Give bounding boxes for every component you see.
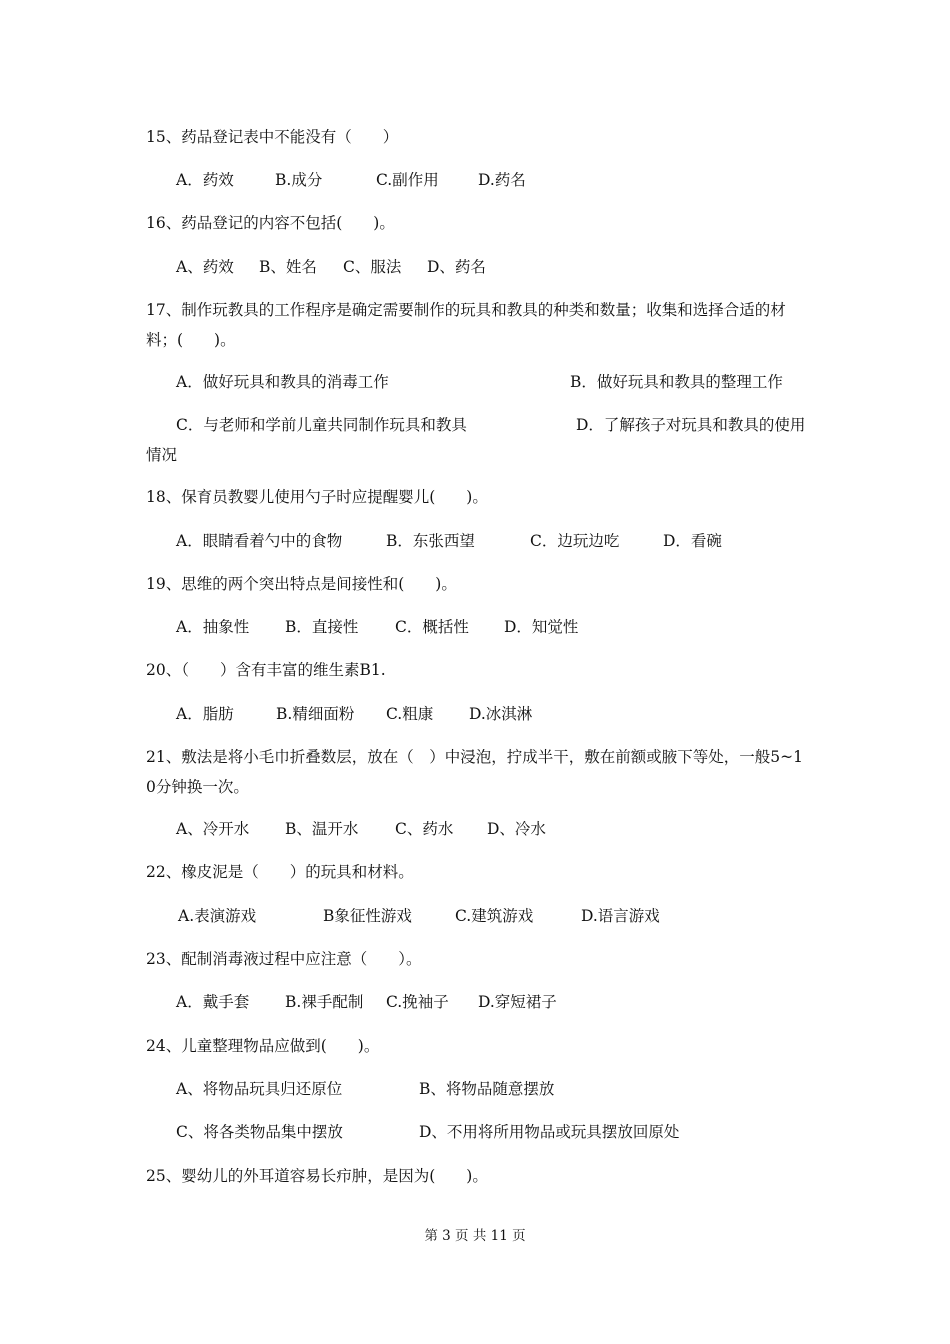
question-18-stem: 18、保育员教婴儿使用勺子时应提醒婴儿( )。 bbox=[146, 488, 488, 506]
option-b: B、姓名 bbox=[259, 258, 317, 276]
option-a: A．做好玩具和教具的消毒工作 bbox=[176, 373, 389, 391]
option-c: C、将各类物品集中摆放 bbox=[176, 1123, 343, 1141]
option-c: C.副作用 bbox=[376, 171, 439, 189]
option-d: D、药名 bbox=[427, 258, 486, 276]
question-24-stem: 24、儿童整理物品应做到( )。 bbox=[146, 1037, 380, 1055]
question-15-stem: 15、药品登记表中不能没有（ ） bbox=[146, 128, 399, 146]
option-b: B．东张西望 bbox=[386, 532, 475, 550]
option-a: A、冷开水 bbox=[176, 820, 250, 838]
question-23-stem: 23、配制消毒液过程中应注意（ ）。 bbox=[146, 950, 422, 968]
option-d: D.穿短裙子 bbox=[478, 993, 557, 1011]
option-c: C.建筑游戏 bbox=[455, 907, 534, 925]
option-c: C.粗康 bbox=[386, 705, 434, 723]
option-b: B、温开水 bbox=[285, 820, 359, 838]
option-c: C．边玩边吃 bbox=[530, 532, 620, 550]
option-c: C、服法 bbox=[343, 258, 402, 276]
option-c: C、药水 bbox=[395, 820, 454, 838]
option-b: B、将物品随意摆放 bbox=[419, 1080, 555, 1098]
option-b: B象征性游戏 bbox=[323, 907, 412, 925]
option-d: D.药名 bbox=[478, 171, 526, 189]
question-20-stem: 20、（ ）含有丰富的维生素B1. bbox=[146, 661, 386, 679]
question-19-stem: 19、思维的两个突出特点是间接性和( )。 bbox=[146, 575, 457, 593]
option-b: B.成分 bbox=[275, 171, 323, 189]
question-21-stem: 21、敷法是将小毛巾折叠数层，放在（ ）中浸泡，拧成半干，敷在前额或腋下等处，一般5~10分钟换一次。 bbox=[146, 748, 803, 796]
option-d: D、冷水 bbox=[487, 820, 546, 838]
option-c: C．概括性 bbox=[395, 618, 469, 636]
page-footer: 第 3 页 共 11 页 bbox=[424, 1228, 526, 1244]
option-b: B.精细面粉 bbox=[276, 705, 355, 723]
option-a: A．戴手套 bbox=[176, 993, 250, 1011]
option-d: D．知觉性 bbox=[504, 618, 579, 636]
option-d: D.语言游戏 bbox=[581, 907, 660, 925]
option-b: B．做好玩具和教具的整理工作 bbox=[570, 373, 783, 391]
option-c: C.挽袖子 bbox=[386, 993, 449, 1011]
option-a: A、将物品玩具归还原位 bbox=[176, 1080, 343, 1098]
option-a: A．脂肪 bbox=[176, 705, 234, 723]
question-25-stem: 25、婴幼儿的外耳道容易长疖肿，是因为( )。 bbox=[146, 1167, 488, 1185]
option-a: A.表演游戏 bbox=[178, 907, 257, 925]
question-16-stem: 16、药品登记的内容不包括( )。 bbox=[146, 214, 395, 232]
option-a: A．药效 bbox=[176, 171, 234, 189]
question-22-stem: 22、橡皮泥是（ ）的玩具和材料。 bbox=[146, 863, 414, 881]
option-d: D．看碗 bbox=[663, 532, 722, 550]
option-b: B.裸手配制 bbox=[285, 993, 364, 1011]
option-d: D.冰淇淋 bbox=[469, 705, 533, 723]
option-d: D．了解孩子对玩具和教具的使用情况 bbox=[146, 416, 806, 464]
question-17-stem: 17、制作玩教具的工作程序是确定需要制作的玩具和教具的种类和数量；收集和选择合适的材料；( )。 bbox=[146, 301, 786, 349]
option-d: D、不用将所用物品或玩具摆放回原处 bbox=[419, 1123, 680, 1141]
option-a: A、药效 bbox=[176, 258, 234, 276]
option-a: A．抽象性 bbox=[176, 618, 250, 636]
option-c: C．与老师和学前儿童共同制作玩具和教具 bbox=[176, 416, 467, 434]
option-a: A．眼睛看着勺中的食物 bbox=[176, 532, 343, 550]
option-b: B．直接性 bbox=[285, 618, 359, 636]
